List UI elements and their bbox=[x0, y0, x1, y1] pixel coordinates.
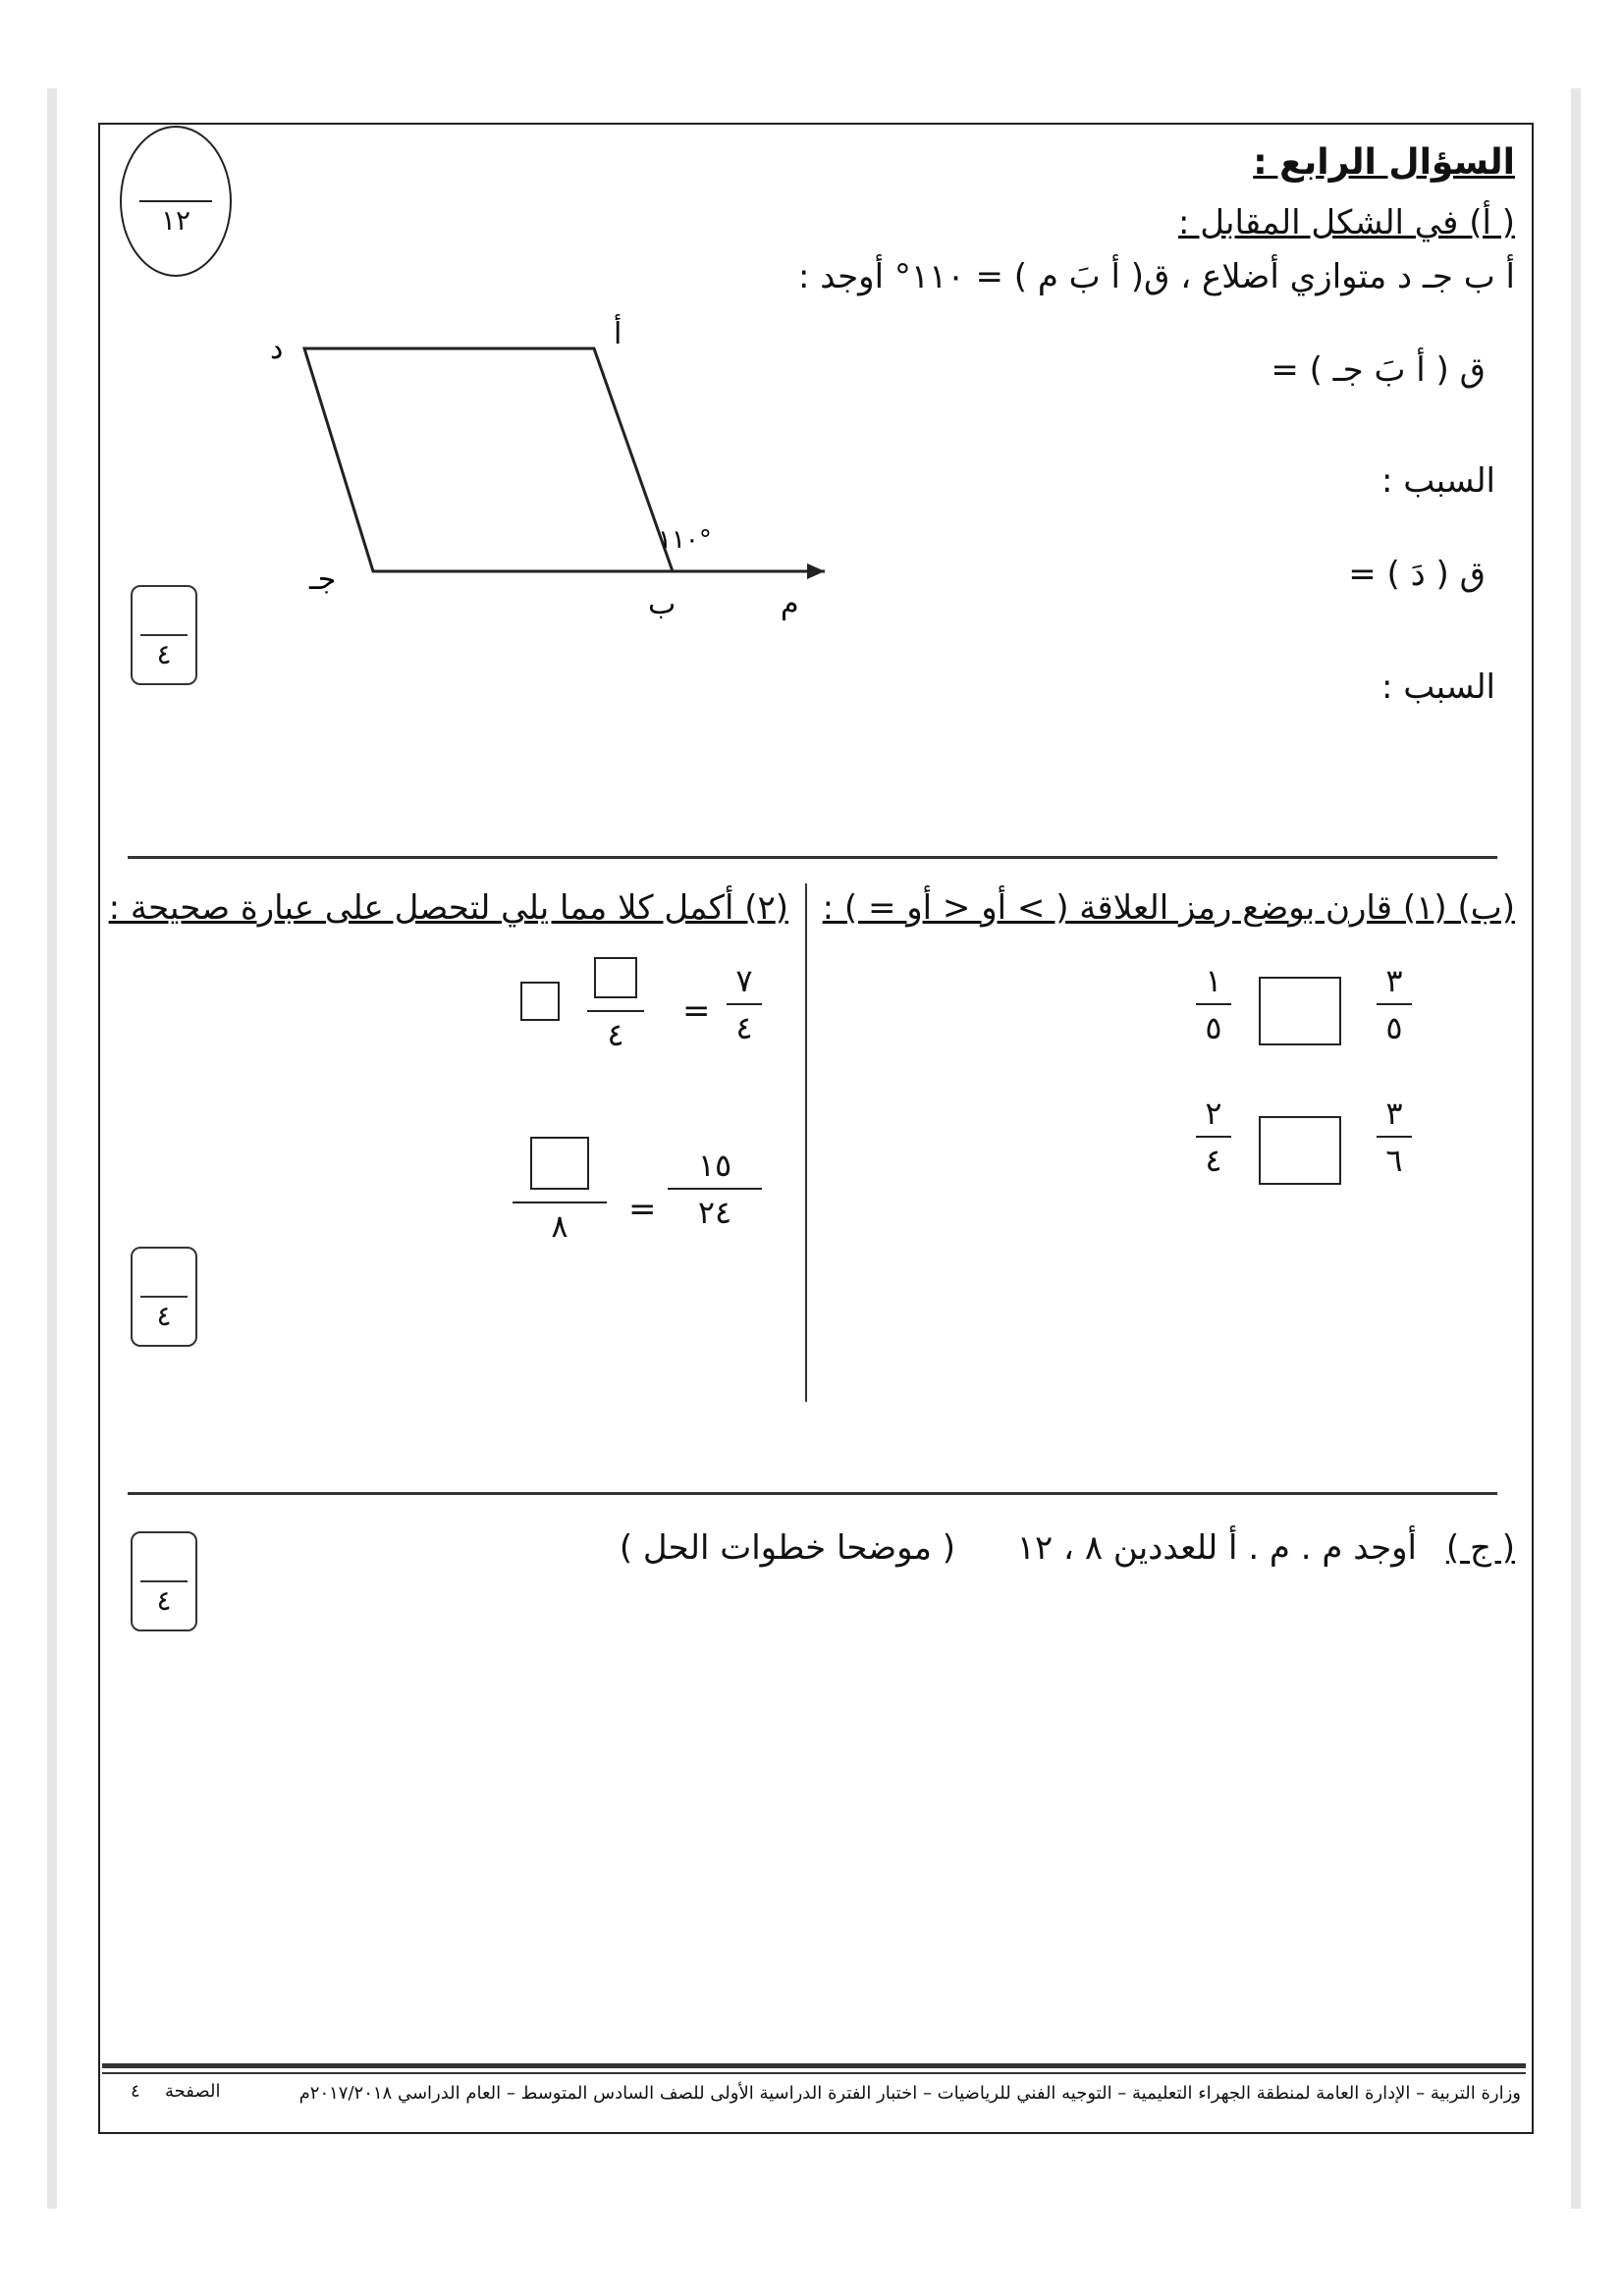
part-b1-title: (ب) (١) قارن بوضع رمز العلاقة ( > أو < أو = ) : bbox=[822, 888, 1515, 928]
fraction-b1-r1-right: ٣ ٥ bbox=[1377, 962, 1412, 1046]
question-title: السؤال الرابع : bbox=[1253, 142, 1515, 183]
page-edge-left bbox=[47, 88, 57, 2209]
total-marks: ١٢ bbox=[160, 204, 191, 237]
label-d: د bbox=[270, 332, 284, 366]
fraction-b2-r1-blank: ٤ bbox=[587, 957, 644, 1053]
fraction-b2-r2-blank: ٨ bbox=[513, 1137, 607, 1245]
part-c-note: ( موضحا خطوات الحل ) bbox=[619, 1528, 955, 1568]
fraction-b1-r2-right: ٣ ٦ bbox=[1377, 1095, 1412, 1179]
equals-sign-2: = bbox=[628, 1190, 657, 1229]
part-a-statement: أ ب جـ د متوازي أضلاع ، ق( أ بَ م ) = ١١٠° أوجد : bbox=[798, 257, 1515, 296]
page-edge-right bbox=[1571, 88, 1581, 2209]
parallelogram-shape bbox=[304, 348, 673, 571]
part-a-title: ( أ) في الشكل المقابل : bbox=[1178, 203, 1515, 242]
reason-label-1: السبب : bbox=[1380, 461, 1495, 501]
label-b: ب bbox=[648, 587, 676, 621]
compare-box-1[interactable] bbox=[1259, 977, 1341, 1045]
angle-label: ١١٠° bbox=[658, 525, 712, 555]
part-c-marks-box: ٤ bbox=[131, 1531, 197, 1631]
ray-arrowhead bbox=[807, 563, 825, 579]
compare-box-2[interactable] bbox=[1259, 1116, 1341, 1185]
fraction-b2-r1-given: ٧ ٤ bbox=[727, 962, 762, 1046]
fraction-b2-r2-given: ١٥ ٢٤ bbox=[668, 1147, 762, 1231]
part-c-text: أوجد م . م . أ للعددين ٨ ، ١٢ bbox=[1016, 1528, 1417, 1568]
equals-sign-1: = bbox=[682, 991, 711, 1031]
part-a-marks-box: ٤ bbox=[131, 585, 197, 685]
question-angle-abj: ق ( أ بَ جـ ) = bbox=[1271, 350, 1486, 390]
question-angle-d: ق ( دَ ) = bbox=[1348, 555, 1486, 594]
fill-box-1-numerator[interactable] bbox=[594, 957, 637, 998]
fill-box-1-whole[interactable] bbox=[520, 982, 560, 1021]
column-divider bbox=[805, 883, 807, 1402]
reason-label-2: السبب : bbox=[1380, 667, 1495, 707]
part-b-marks-box: ٤ bbox=[131, 1247, 197, 1347]
footer-rule-thin bbox=[102, 2072, 1526, 2074]
section-divider-2 bbox=[128, 1492, 1497, 1495]
label-m: م bbox=[781, 587, 799, 621]
part-c-label: ( ج ) bbox=[1445, 1528, 1515, 1568]
footer-page-label: الصفحة bbox=[165, 2081, 221, 2102]
fraction-b1-r2-left: ٢ ٤ bbox=[1196, 1095, 1231, 1179]
footer-text: وزارة التربية – الإدارة العامة لمنطقة الجهراء التعليمية – التوجيه الفني للرياضيات – اختبار الفترة الدراسية الأولى للصف السادس المتوسط – العام الدراسي ٢٠١٧/٢٠١٨م bbox=[298, 2083, 1521, 2104]
total-marks-circle bbox=[120, 126, 232, 277]
footer-page-number: ٤ bbox=[131, 2081, 140, 2102]
label-j: جـ bbox=[309, 562, 337, 597]
fraction-b1-r1-left: ١ ٥ bbox=[1196, 962, 1231, 1046]
label-a: أ bbox=[614, 317, 622, 351]
part-b2-title: (٢) أكمل كلا مما يلي لتحصل على عبارة صحيحة : bbox=[108, 888, 788, 928]
parallelogram-figure bbox=[245, 314, 874, 638]
section-divider-1 bbox=[128, 856, 1497, 859]
fill-box-2-numerator[interactable] bbox=[530, 1137, 589, 1190]
footer-rule-thick bbox=[102, 2063, 1526, 2068]
